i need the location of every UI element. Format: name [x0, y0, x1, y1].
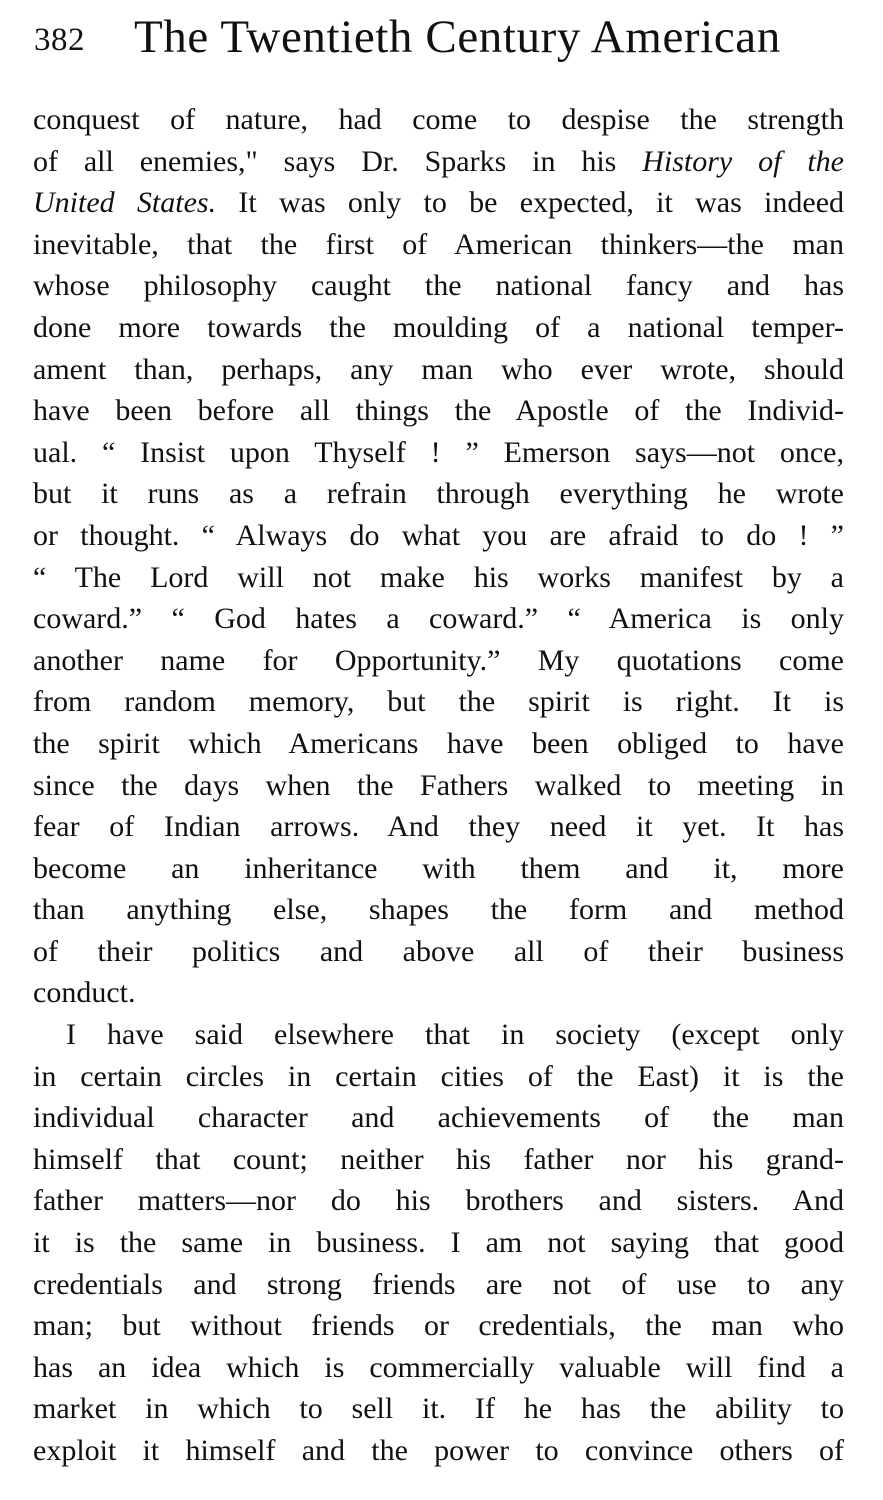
text-line: father matters—nor do his brothers and sisters. And: [33, 1184, 844, 1218]
paragraph-1: [33, 99, 844, 1014]
text-line: man; but without friends or credentials, the man who: [33, 1309, 844, 1343]
text-line: from random memory, but the spirit is right. It is: [33, 685, 844, 719]
text-segment: of all enemies," says Dr. Sparks in his: [33, 144, 617, 178]
text-line: credentials and strong friends are not of use to any: [33, 1267, 844, 1301]
text-line: fear of Indian arrows. And they need it yet. It has: [33, 810, 844, 844]
text-line: since the days when the Fathers walked to meeting in: [33, 768, 844, 802]
text-line: than anything else, shapes the form and method: [33, 893, 844, 927]
text-line: has an idea which is commercially valuable will find a: [33, 1350, 844, 1384]
text-line: conquest of nature, had come to despise the strength: [33, 103, 844, 136]
text-line: or thought. “ Always do what you are afraid to do ! ”: [33, 518, 844, 552]
text-line: have been before all things the Apostle of the Individ-: [33, 394, 844, 428]
text-line: “ The Lord will not make his works manifest by a: [33, 560, 844, 594]
running-title: The Twentieth Century American: [134, 11, 781, 63]
body-text: [33, 99, 844, 1472]
text-line: [33, 182, 844, 224]
text-line: ament than, perhaps, any man who ever wrote, should: [33, 352, 844, 386]
text-line: exploit it himself and the power to convince others of: [33, 1434, 844, 1467]
text-line: I have said elsewhere that in society (except only: [66, 1018, 844, 1052]
text-line: but it runs as a refrain through everything he wrote: [33, 477, 844, 511]
page-header: [34, 10, 844, 70]
text-line: it is the same in business. I am not saying that good: [33, 1226, 844, 1260]
text-line: market in which to sell it. If he has the ability to: [33, 1392, 844, 1426]
text-line: individual character and achievements of the man: [33, 1101, 844, 1135]
book-title-text: History of the: [642, 144, 844, 178]
text-line: another name for Opportunity.” My quotations come: [33, 643, 844, 677]
text-line: whose philosophy caught the national fancy and has: [33, 269, 844, 303]
text-line: the spirit which Americans have been obliged to have: [33, 726, 844, 760]
text-line: become an inheritance with them and it, more: [33, 851, 844, 885]
paragraph-2: [33, 1014, 844, 1472]
text-segment: It was only to be expected, it was indeed: [238, 186, 845, 220]
text-line: coward.” “ God hates a coward.” “ America is only: [33, 602, 844, 636]
book-title-text: United States.: [33, 186, 217, 220]
text-line: inevitable, that the first of American thinkers—the man: [33, 227, 844, 261]
text-line: himself that count; neither his father nor his grand-: [33, 1142, 844, 1176]
text-line: in certain circles in certain cities of the East) it is the: [33, 1059, 844, 1093]
text-line: conduct.: [33, 976, 136, 1010]
text-line: done more towards the moulding of a national temper-: [33, 310, 844, 344]
text-line: of their politics and above all of their business: [33, 934, 844, 968]
text-line: ual. “ Insist upon Thyself ! ” Emerson says—not once,: [33, 435, 844, 469]
page-number: 382: [34, 22, 85, 58]
text-line: [33, 141, 844, 183]
